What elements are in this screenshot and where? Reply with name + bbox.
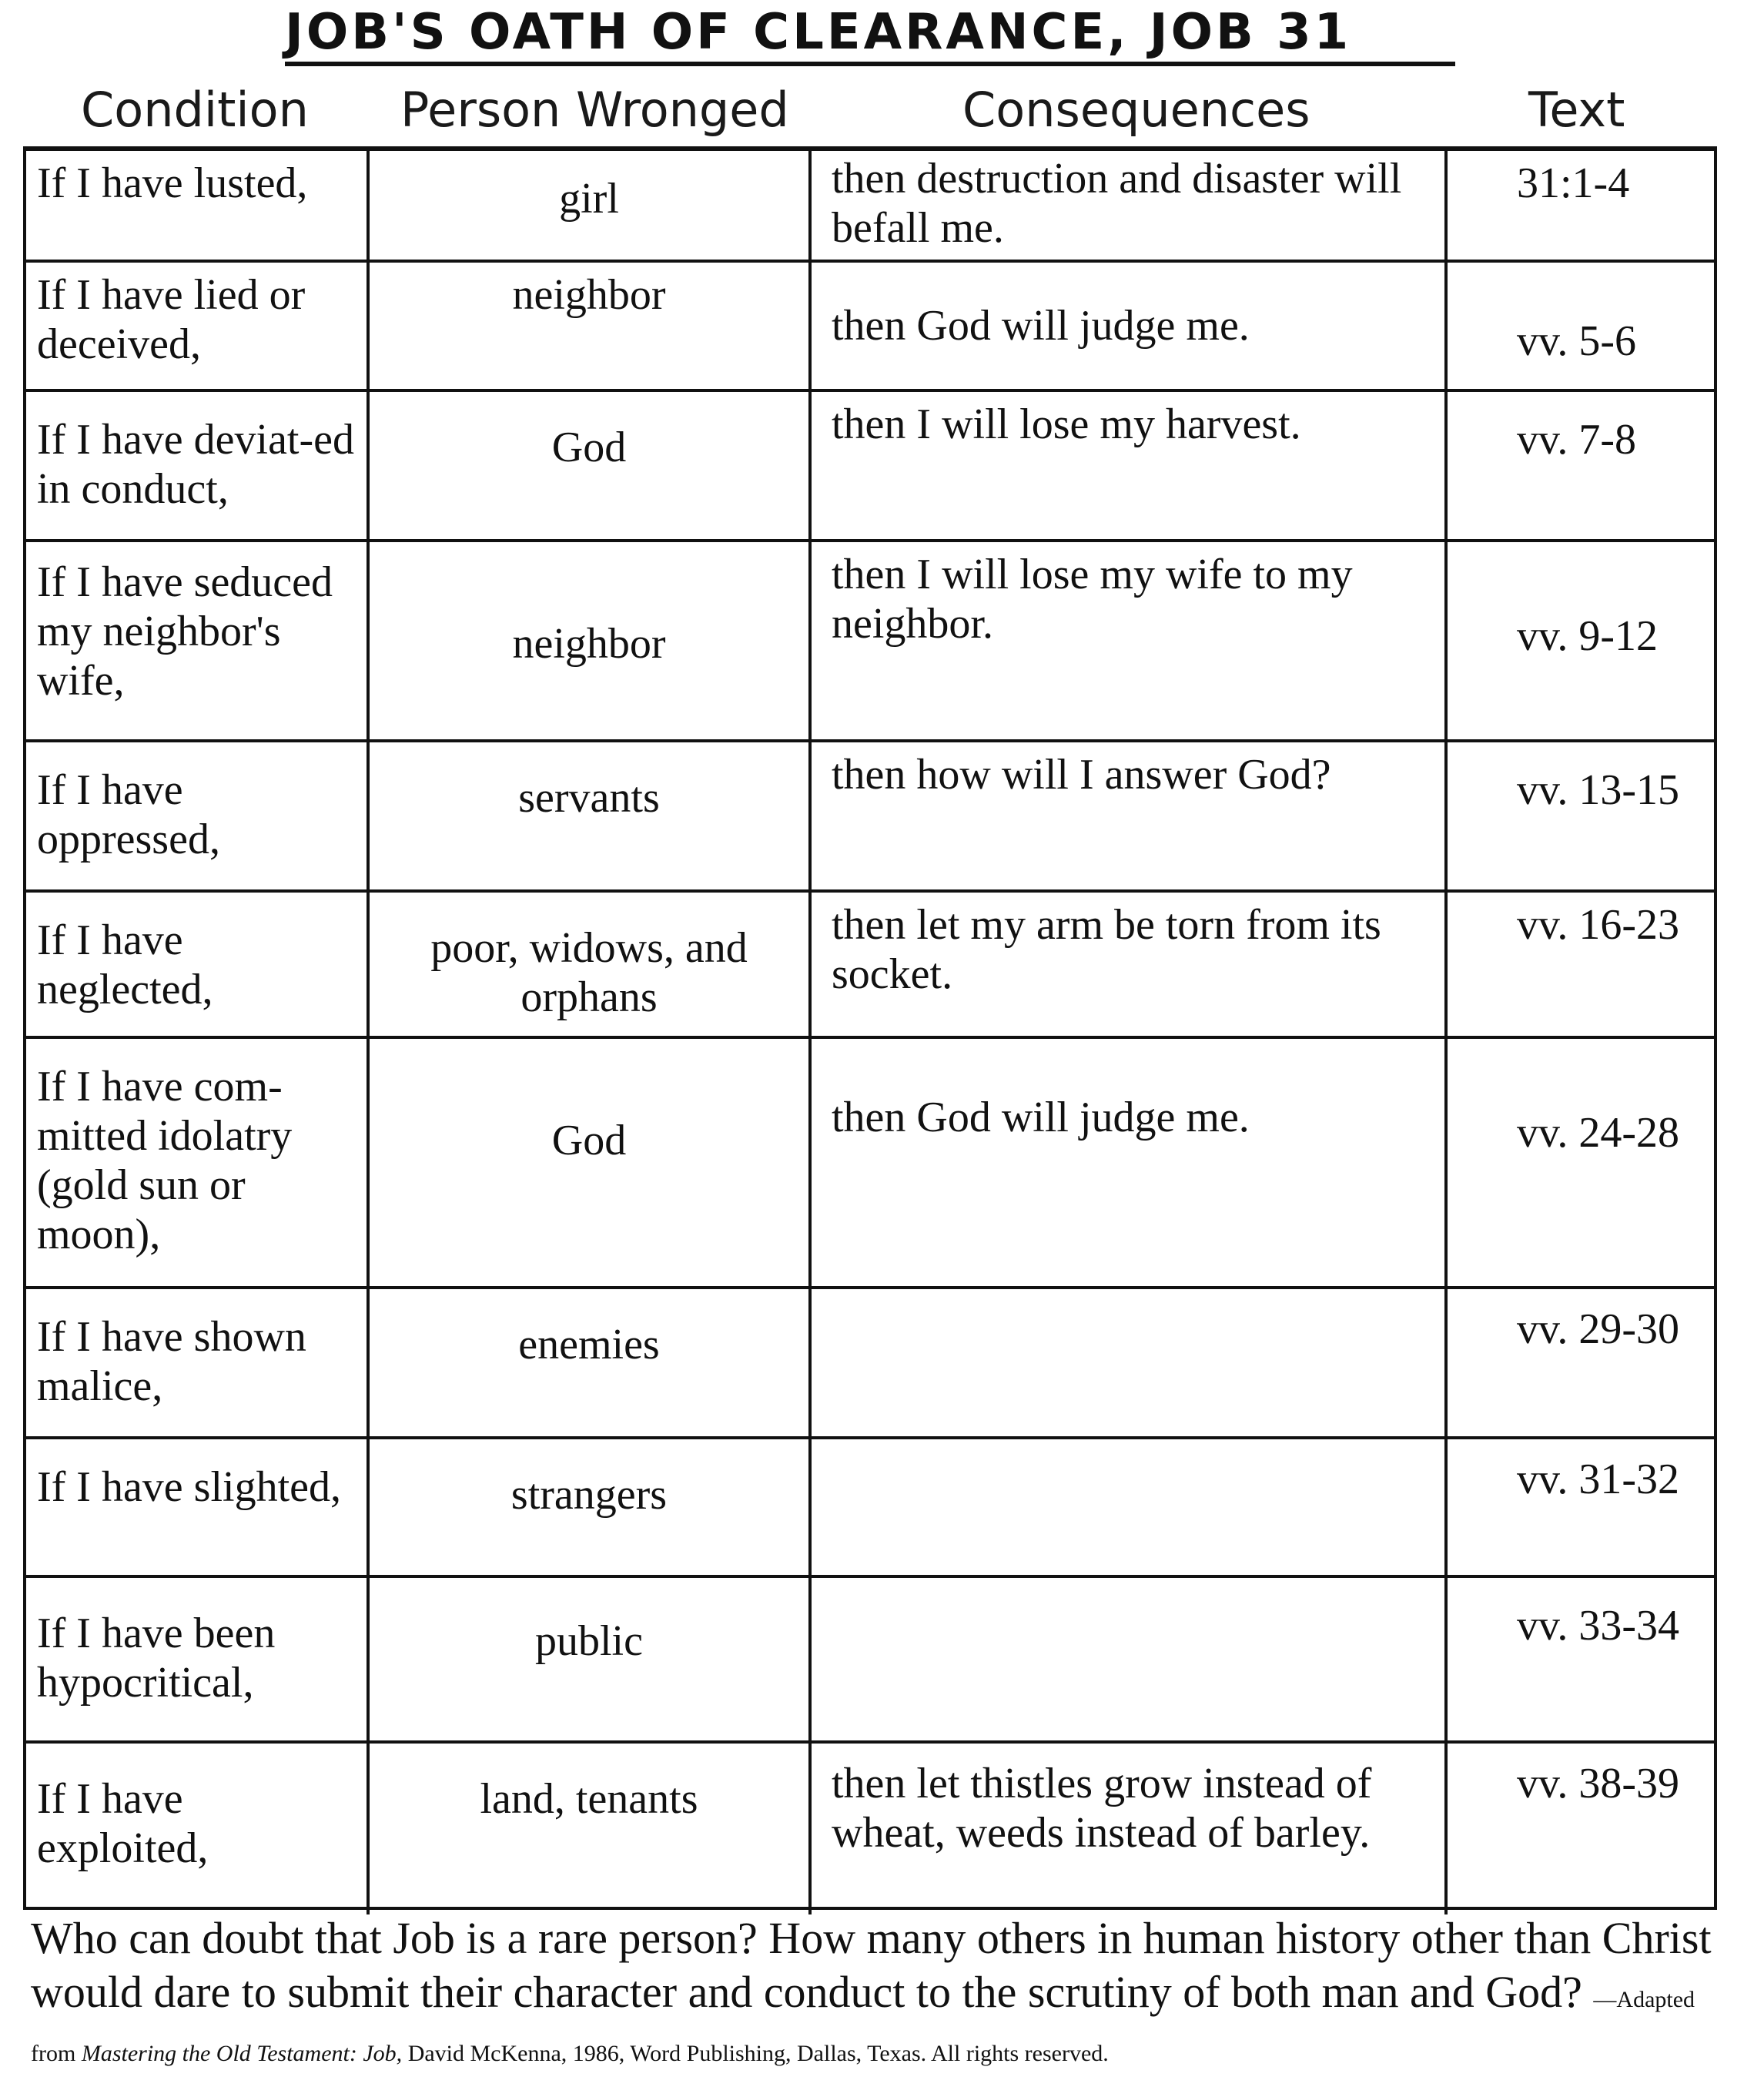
condition-cell: If I have shown malice,: [26, 1289, 370, 1436]
text-reference-cell: vv. 29-30: [1517, 1305, 1680, 1353]
text-reference-cell: 31:1-4: [1517, 159, 1630, 207]
condition-cell: If I have com-mitted idolatry (gold sun or moon),: [26, 1039, 370, 1286]
person-wronged-cell: strangers: [370, 1439, 812, 1575]
condition-cell: If I have lied or deceived,: [26, 263, 370, 389]
table-row: [26, 1039, 1714, 1289]
table-row: [26, 392, 1714, 542]
credit-prefix: —Adapted from: [31, 1987, 1695, 2066]
text-reference-cell: vv. 38-39: [1517, 1760, 1680, 1807]
condition-cell: If I have been hypocritical,: [26, 1578, 370, 1740]
column-header-person-wronged: Person Wronged: [400, 82, 789, 138]
table-row: [26, 263, 1714, 392]
person-wronged-cell: God: [370, 1039, 812, 1286]
table-row: [26, 151, 1714, 263]
person-wronged-cell: neighbor: [370, 263, 812, 389]
text-reference-cell: vv. 33-34: [1517, 1602, 1680, 1650]
table-row: [26, 1578, 1714, 1744]
consequence-cell: then let my arm be torn from its socket.: [812, 893, 1448, 1036]
consequence-cell: [812, 1289, 1448, 1436]
column-header-text: Text: [1528, 82, 1625, 138]
table-row: [26, 742, 1714, 893]
table-row: [26, 1744, 1714, 1914]
condition-cell: If I have neglected,: [26, 893, 370, 1036]
closing-text: Who can doubt that Job is a rare person? How many others in human history other than Christ would dare to submit their character and conduct to the scrutiny of both man and God?: [31, 1913, 1712, 2017]
condition-cell: If I have deviat-ed in conduct,: [26, 392, 370, 539]
page-title: JOB'S OATH OF CLEARANCE, JOB 31: [285, 5, 1455, 66]
table-row: [26, 893, 1714, 1039]
consequence-cell: then destruction and disaster will befall me.: [812, 151, 1448, 260]
person-wronged-cell: public: [370, 1578, 812, 1740]
consequence-cell: [812, 1439, 1448, 1575]
condition-cell: If I have lusted,: [26, 151, 370, 260]
consequence-cell: then I will lose my harvest.: [812, 392, 1448, 539]
text-reference-cell: vv. 31-32: [1517, 1456, 1680, 1503]
consequence-cell: [812, 1578, 1448, 1740]
table-row: [26, 1439, 1714, 1578]
consequence-cell: then how will I answer God?: [812, 742, 1448, 889]
text-reference-cell: vv. 16-23: [1517, 901, 1680, 949]
consequence-cell: then I will lose my wife to my neighbor.: [812, 542, 1448, 739]
column-header-condition: Condition: [81, 82, 309, 138]
text-reference-cell: vv. 24-28: [1517, 1109, 1680, 1157]
person-wronged-cell: neighbor: [370, 542, 812, 739]
person-wronged-cell: poor, widows, and orphans: [370, 893, 812, 1036]
person-wronged-cell: God: [370, 392, 812, 539]
condition-cell: If I have slighted,: [26, 1439, 370, 1575]
person-wronged-cell: servants: [370, 742, 812, 889]
person-wronged-cell: girl: [370, 151, 812, 260]
closing-paragraph: [31, 1911, 1732, 2073]
text-reference-cell: vv. 7-8: [1517, 416, 1637, 464]
credit-book-title: Mastering the Old Testament: Job,: [81, 2041, 403, 2066]
consequence-cell: then let thistles grow instead of wheat, weeds instead of barley.: [812, 1744, 1448, 1914]
credit-publisher: David McKenna, 1986, Word Publishing, Dallas, Texas. All rights reserved.: [407, 2041, 1109, 2066]
condition-cell: If I have seduced my neighbor's wife,: [26, 542, 370, 739]
text-reference-cell: vv. 5-6: [1517, 317, 1637, 365]
text-reference-cell: vv. 13-15: [1517, 766, 1680, 814]
person-wronged-cell: enemies: [370, 1289, 812, 1436]
consequence-cell: then God will judge me.: [812, 263, 1448, 389]
column-header-consequences: Consequences: [962, 82, 1310, 138]
person-wronged-cell: land, tenants: [370, 1744, 812, 1914]
condition-cell: If I have exploited,: [26, 1744, 370, 1914]
text-reference-cell: vv. 9-12: [1517, 612, 1659, 660]
table-row: [26, 1289, 1714, 1439]
consequence-cell: then God will judge me.: [812, 1039, 1448, 1286]
condition-cell: If I have oppressed,: [26, 742, 370, 889]
table-row: [26, 542, 1714, 742]
oath-table: [23, 146, 1717, 1910]
